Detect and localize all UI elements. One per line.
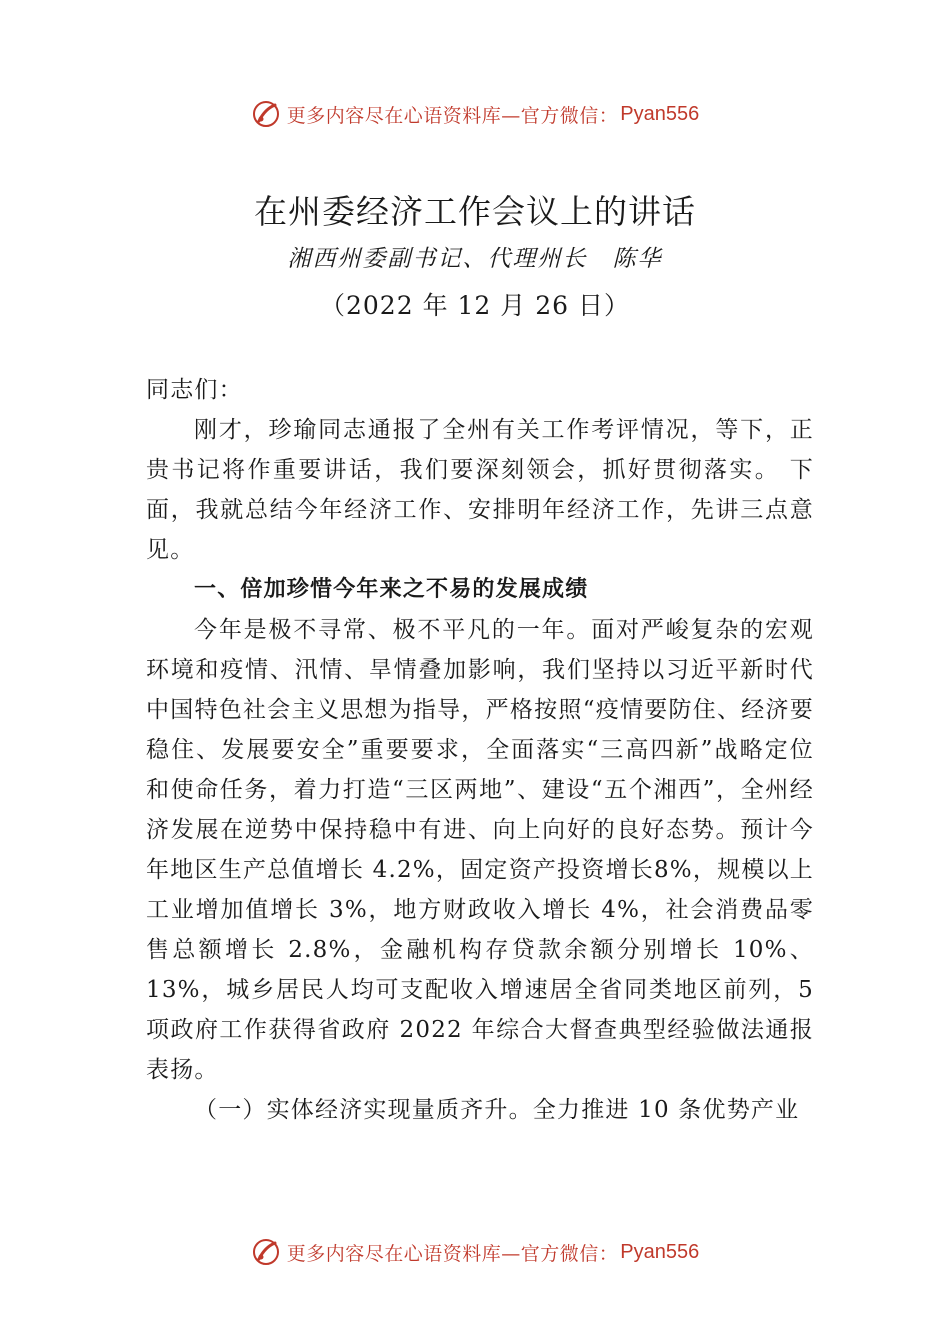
brush-logo-icon (251, 1237, 281, 1267)
paragraph-section-1: 今年是极不寻常、极不平凡的一年。面对严峻复杂的宏观环境和疫情、汛情、旱情叠加影响，我们坚持以习近平新时代中国特色社会主义思想为指导，严格按照“疫情要防住、经济要稳住、发展要安全”重要要求，全面落实“三高四新”战略定位和使命任务，着力打造“三区两地”、建设“五个湘西”，全州经济发展在逆势中保持稳中有进、向上向好的良好态势。预计今年地区生产总值增长 4.2%，固定资产投资增长8%，规模以上工业增加值增长 3%，地方财政收入增长 4%，社会消费品零售总额增长 2.8%，金融机构存贷款余额分别增长 10%、13%，城乡居民人均可支配收入增速居全省同类地区前列，5 项政府工作获得省政府 2022 年综合大督查典型经验做法通报表扬。 (146, 617, 814, 1083)
watermark-footer (0, 1232, 950, 1272)
brush-logo-icon (251, 99, 281, 129)
section-heading-1: 一、倍加珍惜今年来之不易的发展成绩 (194, 577, 589, 602)
document-title: 在州委经济工作会议上的讲话 (254, 192, 696, 231)
watermark-text: 更多内容尽在心语资料库—官方微信： (286, 104, 619, 127)
document-author: 湘西州委副书记、代理州长 陈华 (287, 246, 663, 272)
watermark-header (0, 94, 950, 134)
watermark-text: 更多内容尽在心语资料库—官方微信： (286, 1242, 619, 1265)
salutation: 同志们： (146, 377, 243, 403)
document-body (146, 370, 814, 1130)
document-date: （2022 年 12 月 26 日） (320, 291, 630, 320)
watermark-wechat-id: Pyan556 (620, 102, 700, 125)
watermark-wechat-id: Pyan556 (620, 1240, 700, 1263)
paragraph-subsection-1: （一）实体经济实现量质齐升。全力推进 10 条优势产业 (194, 1097, 800, 1123)
paragraph-intro: 刚才，珍瑜同志通报了全州有关工作考评情况，等下，正贵书记将作重要讲话，我们要深刻领会，抓好贯彻落实。 下面，我就总结今年经济工作、安排明年经济工作，先讲三点意见。 (146, 417, 814, 563)
